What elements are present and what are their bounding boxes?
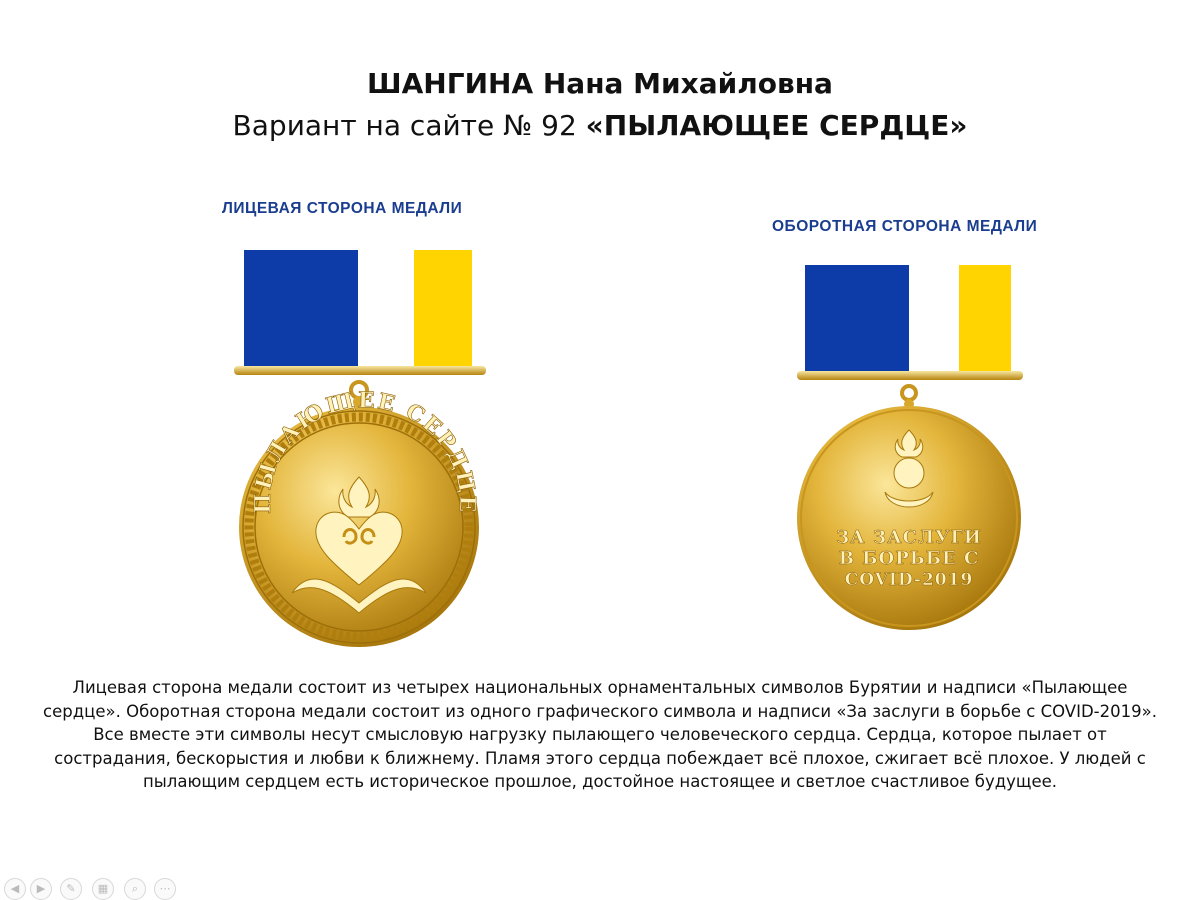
variant-prefix: Вариант на сайте № 92 (232, 109, 586, 142)
front-inscription: ПЫЛАЮЩЕЕ СЕРДЦЕ (249, 387, 481, 515)
slides-icon[interactable]: ▦ (92, 878, 114, 900)
ribbon-blue-stripe (805, 265, 909, 375)
sun-symbol (894, 458, 924, 488)
front-side-label: ЛИЦЕВАЯ СТОРОНА МЕДАЛИ (222, 200, 463, 217)
zoom-icon[interactable]: ⌕ (124, 878, 146, 900)
back-inscription-line-3: COVID-2019 (844, 570, 974, 590)
page-title: ШАНГИНА Нана Михайловна (367, 67, 833, 100)
ribbon-blue-stripe (244, 250, 358, 370)
ribbon-yellow-stripe (414, 250, 472, 370)
medal-description: Лицевая сторона медали состоит из четырех национальных орнаментальных символов Бурятии и надписи «Пылающее сердце». Оборотная сторона медали состоит из одного графического символа и надписи «За заслуги в борьбе с COVID-2019». Все вместе эти символы несут смысловую нагрузку пылающего человеческого сердца. Сердца, которое пылает от сострадания, бескорыстия и любви к ближнему. Пламя этого сердца побеждает всё плохое, сжигает всё плохое. У людей с пылающим сердцем есть историческое прошлое, достойное настоящее и светлое счастливое будущее. (43, 678, 1157, 791)
medal-ring (902, 386, 916, 400)
slide-toolbar (0, 874, 170, 896)
menu-icon[interactable]: ⋯ (154, 878, 176, 900)
back-inscription-line-2: В БОРЬБЕ С (838, 548, 980, 569)
back-inscription-line-1: ЗА ЗАСЛУГИ (836, 527, 982, 548)
back-medal (785, 260, 1035, 640)
ribbon-white-stripe (358, 250, 414, 370)
variant-name: «ПЫЛАЮЩЕЕ СЕРДЦЕ» (585, 109, 968, 142)
pen-icon[interactable]: ✎ (60, 878, 82, 900)
ribbon-bar (234, 366, 486, 375)
ribbon-bar (797, 371, 1023, 380)
front-medal (220, 245, 510, 655)
next-icon[interactable]: ▶ (30, 878, 52, 900)
back-side-label: ОБОРОТНАЯ СТОРОНА МЕДАЛИ (772, 218, 1038, 235)
page-header (0, 62, 1200, 146)
prev-icon[interactable]: ◀ (4, 878, 26, 900)
ribbon-white-stripe (909, 265, 959, 375)
page-subtitle (0, 106, 1200, 146)
ribbon-yellow-stripe (959, 265, 1011, 375)
